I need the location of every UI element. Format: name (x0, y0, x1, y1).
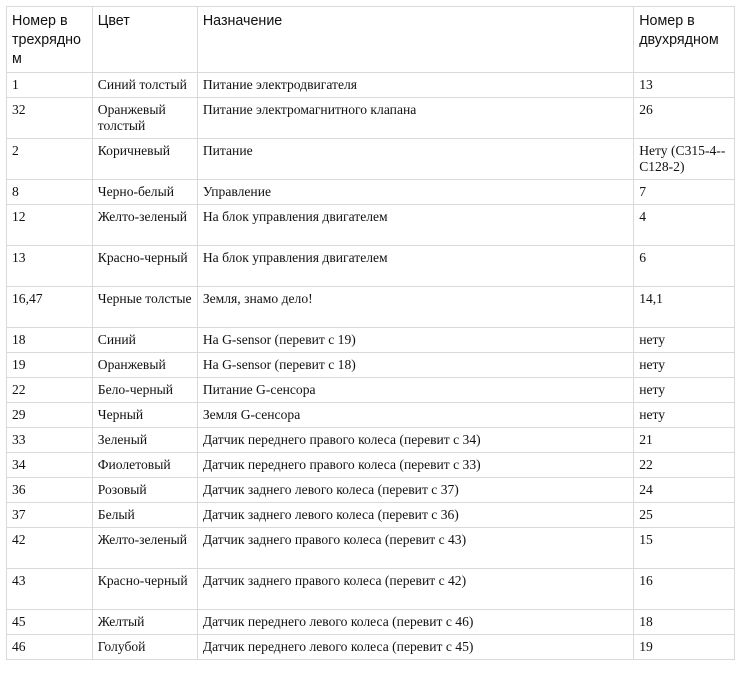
cell-color: Зеленый (92, 428, 197, 453)
cell-three-row-number: 42 (7, 528, 93, 569)
cell-color: Розовый (92, 478, 197, 503)
table-row (7, 478, 735, 503)
cell-three-row-number: 22 (7, 378, 93, 403)
cell-two-row-number: Нету (С315-4--С128-2) (634, 139, 735, 180)
cell-color: Желто-зеленый (92, 205, 197, 246)
cell-two-row-number: 18 (634, 610, 735, 635)
cell-three-row-number: 16,47 (7, 287, 93, 328)
cell-color: Желто-зеленый (92, 528, 197, 569)
header-row (7, 7, 735, 73)
cell-color: Голубой (92, 635, 197, 660)
cell-two-row-number: нету (634, 328, 735, 353)
cell-three-row-number: 34 (7, 453, 93, 478)
cell-three-row-number: 36 (7, 478, 93, 503)
cell-purpose: Питание электромагнитного клапана (197, 98, 633, 139)
table-row (7, 328, 735, 353)
cell-three-row-number: 8 (7, 180, 93, 205)
cell-two-row-number: 16 (634, 569, 735, 610)
cell-three-row-number: 32 (7, 98, 93, 139)
table-row (7, 503, 735, 528)
cell-two-row-number: нету (634, 378, 735, 403)
cell-color: Бело-черный (92, 378, 197, 403)
cell-two-row-number: 4 (634, 205, 735, 246)
cell-purpose: Земля, знамо дело! (197, 287, 633, 328)
table-row (7, 528, 735, 569)
cell-three-row-number: 46 (7, 635, 93, 660)
cell-purpose: Управление (197, 180, 633, 205)
table-row (7, 180, 735, 205)
cell-two-row-number: 6 (634, 246, 735, 287)
cell-purpose: Питание G-сенсора (197, 378, 633, 403)
table-row (7, 453, 735, 478)
cell-color: Оранжевый толстый (92, 98, 197, 139)
table-row (7, 139, 735, 180)
table-row (7, 353, 735, 378)
cell-color: Синий толстый (92, 73, 197, 98)
cell-purpose: Датчик заднего правого колеса (перевит с 43) (197, 528, 633, 569)
cell-color: Синий (92, 328, 197, 353)
table-row (7, 569, 735, 610)
cell-purpose: На G-sensor (перевит с 18) (197, 353, 633, 378)
cell-two-row-number: 22 (634, 453, 735, 478)
header-cell-color: Цвет (92, 7, 197, 73)
cell-three-row-number: 18 (7, 328, 93, 353)
cell-two-row-number: 13 (634, 73, 735, 98)
table-row (7, 635, 735, 660)
cell-three-row-number: 13 (7, 246, 93, 287)
cell-color: Красно-черный (92, 569, 197, 610)
cell-purpose: Датчик заднего левого колеса (перевит с 37) (197, 478, 633, 503)
table-row (7, 287, 735, 328)
cell-three-row-number: 19 (7, 353, 93, 378)
table-row (7, 205, 735, 246)
cell-purpose: Датчик заднего левого колеса (перевит с 36) (197, 503, 633, 528)
cell-three-row-number: 33 (7, 428, 93, 453)
cell-purpose: Питание (197, 139, 633, 180)
table-row (7, 73, 735, 98)
cell-two-row-number: нету (634, 353, 735, 378)
cell-three-row-number: 45 (7, 610, 93, 635)
cell-three-row-number: 43 (7, 569, 93, 610)
cell-color: Черные толстые (92, 287, 197, 328)
cell-color: Коричневый (92, 139, 197, 180)
cell-three-row-number: 12 (7, 205, 93, 246)
cell-color: Белый (92, 503, 197, 528)
cell-color: Черный (92, 403, 197, 428)
table-row (7, 428, 735, 453)
table-row (7, 610, 735, 635)
cell-purpose: Датчик переднего левого колеса (перевит с 45) (197, 635, 633, 660)
cell-purpose: Датчик переднего левого колеса (перевит с 46) (197, 610, 633, 635)
cell-three-row-number: 29 (7, 403, 93, 428)
cell-purpose: Датчик заднего правого колеса (перевит с 42) (197, 569, 633, 610)
header-cell-three-row-number: Номер в трехрядном (7, 7, 93, 73)
cell-two-row-number: 7 (634, 180, 735, 205)
cell-purpose: Датчик переднего правого колеса (перевит с 33) (197, 453, 633, 478)
table-body (7, 73, 735, 660)
header-cell-purpose: Назначение (197, 7, 633, 73)
table-row (7, 98, 735, 139)
cell-purpose: Датчик переднего правого колеса (перевит с 34) (197, 428, 633, 453)
table-row (7, 246, 735, 287)
cell-color: Оранжевый (92, 353, 197, 378)
cell-color: Черно-белый (92, 180, 197, 205)
cell-two-row-number: 24 (634, 478, 735, 503)
table-row (7, 403, 735, 428)
cell-two-row-number: 26 (634, 98, 735, 139)
cell-color: Красно-черный (92, 246, 197, 287)
cell-purpose: На блок управления двигателем (197, 246, 633, 287)
cell-three-row-number: 37 (7, 503, 93, 528)
cell-purpose: Питание электродвигателя (197, 73, 633, 98)
cell-two-row-number: 21 (634, 428, 735, 453)
cell-three-row-number: 1 (7, 73, 93, 98)
cell-three-row-number: 2 (7, 139, 93, 180)
cell-two-row-number: 19 (634, 635, 735, 660)
cell-color: Желтый (92, 610, 197, 635)
table-row (7, 378, 735, 403)
cell-two-row-number: 25 (634, 503, 735, 528)
cell-purpose: На G-sensor (перевит с 19) (197, 328, 633, 353)
cell-purpose: На блок управления двигателем (197, 205, 633, 246)
cell-two-row-number: 15 (634, 528, 735, 569)
connector-pinout-table (6, 6, 735, 660)
header-cell-two-row-number: Номер в двухрядном (634, 7, 735, 73)
cell-two-row-number: нету (634, 403, 735, 428)
cell-purpose: Земля G-сенсора (197, 403, 633, 428)
cell-color: Фиолетовый (92, 453, 197, 478)
cell-two-row-number: 14,1 (634, 287, 735, 328)
